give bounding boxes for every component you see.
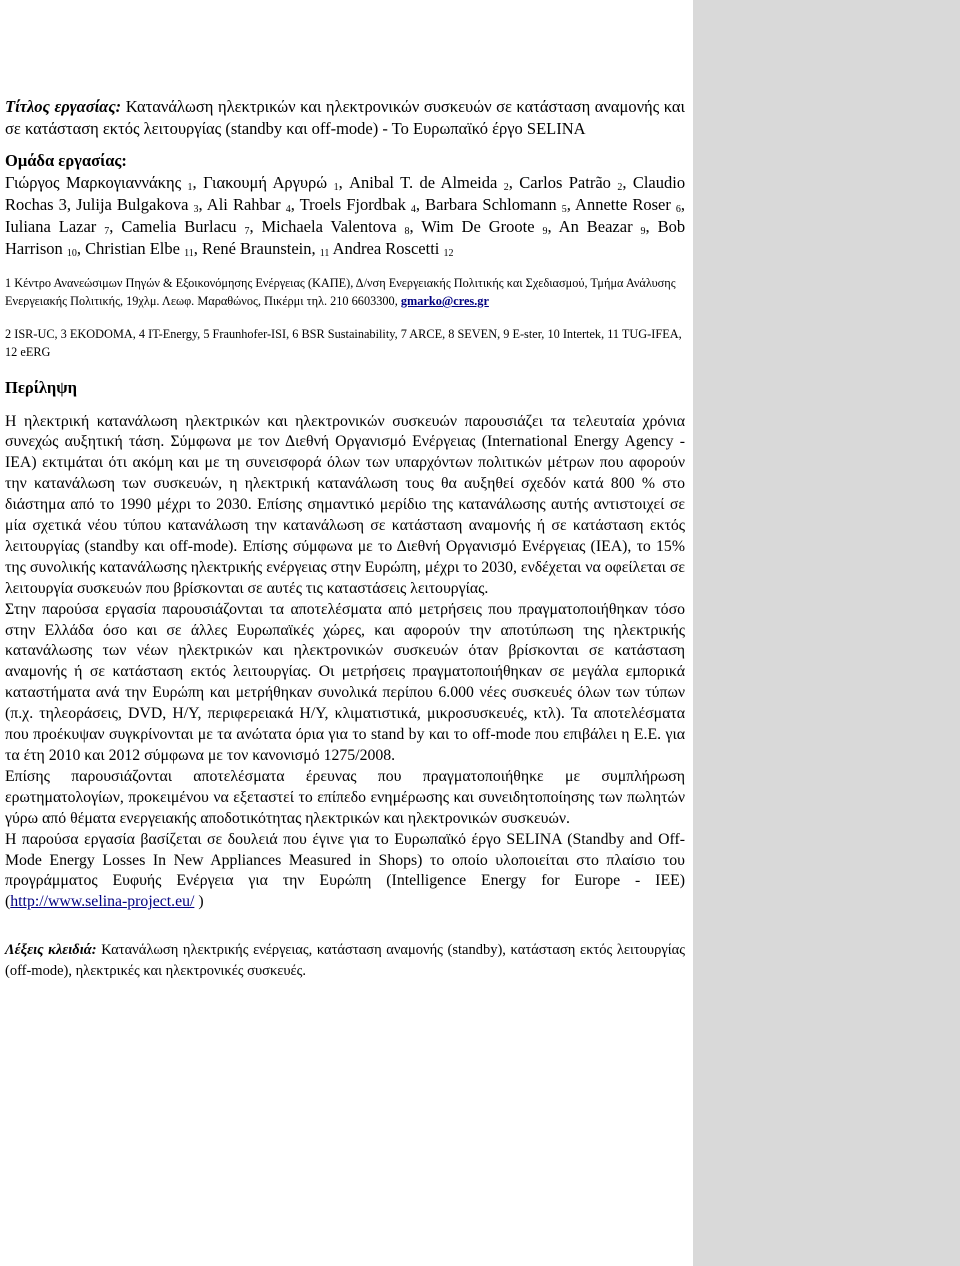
author-name: Ali Rahbar [206, 194, 281, 214]
author-affiliation-number: 7 [244, 225, 250, 237]
author-name: Christian Elbe [85, 238, 180, 258]
author-name: Wim De Groote [421, 216, 535, 236]
keywords [5, 940, 685, 982]
keywords-label: Λέξεις κλειδιά: [5, 942, 97, 959]
abstract-heading: Περίληψη [5, 377, 78, 397]
author-name: Julija Bulgakova [76, 194, 189, 214]
abstract-paragraph-4-end: ) [194, 893, 204, 911]
author-name: Γιακουμή Αργυρώ [203, 172, 328, 192]
author-name: An Beazar [558, 216, 633, 236]
affiliation-2: 2 ISR-UC, 3 EKODOMA, 4 IT-Energy, 5 Fraunhofer-ISI, 6 BSR Sustainability, 7 ARCE, 8 SEVEN, 9 E-ster, 10 Intertek, 11 TUG-IFEA, 12 eERG [5, 326, 682, 359]
author-affiliation-number: 4 [285, 203, 291, 215]
author-affiliation-number: 2 [617, 181, 623, 193]
author-name: Michaela Valentova [261, 216, 397, 236]
authors-list: Γιώργος Μαρκογιαννάκης $_1$, Γιακουμή Αργυρώ $_1$, Anibal T. de Almeida $_2$, Carlos Patrão $_2$, Claudio Rochas 3, Julija Bulgakova $_3$, Ali Rahbar $_4$, Troels Fjordbak $_4$, Barbara Schlomann $_5$, Annette Roser $_6$, Iuliana Lazar $_7$, Camelia Burlacu $_7$, Michaela Valentova $_8$, Wim De Groote $_9$, An Beazar $_9$, Bob Harrison $_{10}$, Christian Elbe $_{11}$, René Braunstein, $_{11}$ Andrea Roscetti $_{12}$ [5, 172, 686, 259]
author-affiliation-number: 5 [561, 203, 567, 215]
author-affiliation-number: 1 [187, 181, 193, 193]
author-affiliation-number: 10 [66, 247, 77, 259]
affiliation-1 [5, 274, 685, 311]
abstract-paragraph-2: Στην παρούσα εργασία παρουσιάζονται τα αποτελέσματα από μετρήσεις που πραγματοποιήθηκαν τόσο στην Ελλάδα όσο και σε άλλες Ευρωπαϊκές χώρες, και αφορούν την αποτύπωση της ηλεκτρικής κατανάλωσης των νέων ηλεκτρικών και ηλεκτρονικών συσκευών όταν βρίσκονται σε κατάσταση αναμονής ή σε κατάσταση εκτός λειτουργίας. Οι μετρήσεις πραγματοποιήθηκαν σε μεγάλα εμπορικά καταστήματα ανά την Ευρώπη και μετρήθηκαν συνολικά περίπου 6.000 νέες συσκευές όλων των τύπων (π.χ. τηλεοράσεις, DVD, H/Y, περιφερειακά H/Y, κλιματιστικά, μικροσυσκευές, κτλ). Τα αποτελέσματα που προέκυψαν συγκρίνονται με τα ανώτατα όρια για το stand by και το off-mode που επιβάλει η Ε.Ε. για τα έτη 2010 και 2012 σύμφωνα με τον κανονισμό 1275/2008. [5, 600, 685, 764]
author-affiliation-number: 11 [184, 247, 194, 259]
author-affiliation-number: 7 [104, 225, 110, 237]
author-affiliation-number: 6 [675, 203, 681, 215]
author-name: Anibal T. de Almeida [349, 172, 498, 192]
email-link[interactable]: gmarko@cres.gr [400, 294, 489, 308]
author-name: Annette Roser [575, 194, 671, 214]
abstract-body [5, 412, 685, 914]
author-name: Troels Fjordbak [299, 194, 406, 214]
author-name: Barbara Schlomann [425, 194, 557, 214]
author-name: René Braunstein, [201, 238, 316, 258]
author-affiliation-number: 3 [193, 203, 199, 215]
affiliation-1-text: 1 Κέντρο Ανανεώσιμων Πηγών & Εξοικονόμησης Ενέργειας (ΚΑΠΕ), Δ/νση Ενεργειακής Πολιτικής και Σχεδιασμού, Τμήμα Ανάλυσης Ενεργειακής Πολιτικής, 19χλμ. Λεωφ. Μαραθώνος, Πικέρμι τηλ. 210 6603300, [5, 275, 676, 308]
author-name: Carlos Patrão [519, 172, 611, 192]
author-affiliation-number: 12 [443, 247, 454, 259]
author-affiliation-number: 8 [404, 225, 410, 237]
author-affiliation-number: 9 [640, 225, 646, 237]
author-name: Claudio Rochas 3 [5, 172, 686, 214]
author-name: Bob Harrison [5, 216, 686, 258]
document-page [5, 96, 685, 982]
title-label: Τίτλος εργασίας: [5, 97, 122, 116]
author-affiliation-number: 2 [503, 181, 509, 193]
author-name: Camelia Burlacu [121, 216, 237, 236]
title-block [5, 96, 685, 139]
author-affiliation-number: 4 [410, 203, 416, 215]
author-name: Γιώργος Μαρκογιαννάκης [5, 172, 182, 192]
abstract-paragraph-3: Επίσης παρουσιάζονται αποτελέσματα έρευνας που πραγματοποιήθηκε με συμπλήρωση ερωτηματολογίων, προκειμένου να εξεταστεί το επίπεδο ενημέρωσης και συνειδητοποίησης των πωλητών γύρω από θέματα ενεργειακής αποδοτικότητας ηλεκτρικών και ηλεκτρονικών συσκευών. [5, 767, 685, 827]
author-affiliation-number: 11 [319, 247, 330, 259]
author-affiliation-number: 9 [542, 225, 548, 237]
keywords-text: Κατανάλωση ηλεκτρικής ενέργειας, κατάσταση αναμονής (standby), κατάσταση εκτός λειτουργίας (off-mode), ηλεκτρικές και ηλεκτρονικές συσκευές. [5, 942, 685, 980]
abstract-paragraph-4 [5, 830, 685, 914]
author-name: Iuliana Lazar [5, 216, 97, 236]
team-label: Ομάδα εργασίας: [5, 151, 127, 170]
abstract-paragraph-1: Η ηλεκτρική κατανάλωση ηλεκτρικών και ηλεκτρονικών συσκευών παρουσιάζει τα τελευταία χρόνια συνεχώς αυξητική τάση. Σύμφωνα με τον Διεθνή Οργανισμό Ενέργειας (International Energy Agency - IEA) εκτιμάται ότι ακόμη και με τη συνεισφορά όλων των υπαρχόντων πολιτικών μέτρων που αφορούν την κατανάλωση των συσκευών, η ηλεκτρική κατανάλωση τους θα αυξηθεί σχεδόν κατά 800 % στο διάστημα από το 1990 μέχρι το 2030. Επίσης σημαντικό μερίδιο της κατανάλωσης αυτής αντιστοιχεί σε μία σχετικά νέου τύπου κατανάλωση την κατανάλωση σε κατάσταση αναμονής ή σε κατάσταση εκτός λειτουργίας (standby και off-mode). Επίσης σύμφωνα με το Διεθνή Οργανισμό Ενέργειας (IEA), το 15% της συνολικής κατανάλωσης ηλεκτρικής ενέργειας στην Ευρώπη, μέχρι το 2030, ενδέχεται να οφείλεται σε λειτουργία συσκευών που βρίσκονται σε αυτές τις καταστάσεις λειτουργίας. [5, 412, 685, 597]
title-text: Κατανάλωση ηλεκτρικών και ηλεκτρονικών συσκευών σε κατάσταση αναμονής και σε κατάσταση εκτός λειτουργίας (standby και off-mode) - Το Ευρωπαϊκό έργο SELINA [5, 97, 685, 138]
author-name: Andrea Roscetti [332, 238, 440, 258]
abstract-paragraph-4-text: Η παρούσα εργασία βασίζεται σε δουλειά που έγινε για το Ευρωπαϊκό έργο SELINA (Standby and Off-Mode Energy Losses In New Appliances Measured in Shops) το οποίο υλοποιείται στο πλαίσιο του προγράμματος Ευφυής Ενέργεια για την Ευρώπη (Intelligence Energy for Europe - IEE) ( [5, 830, 685, 911]
comment-margin-panel [693, 0, 960, 1266]
author-affiliation-number: 1 [333, 181, 339, 193]
selina-project-link[interactable]: http://www.selina-project.eu/ [10, 893, 195, 911]
